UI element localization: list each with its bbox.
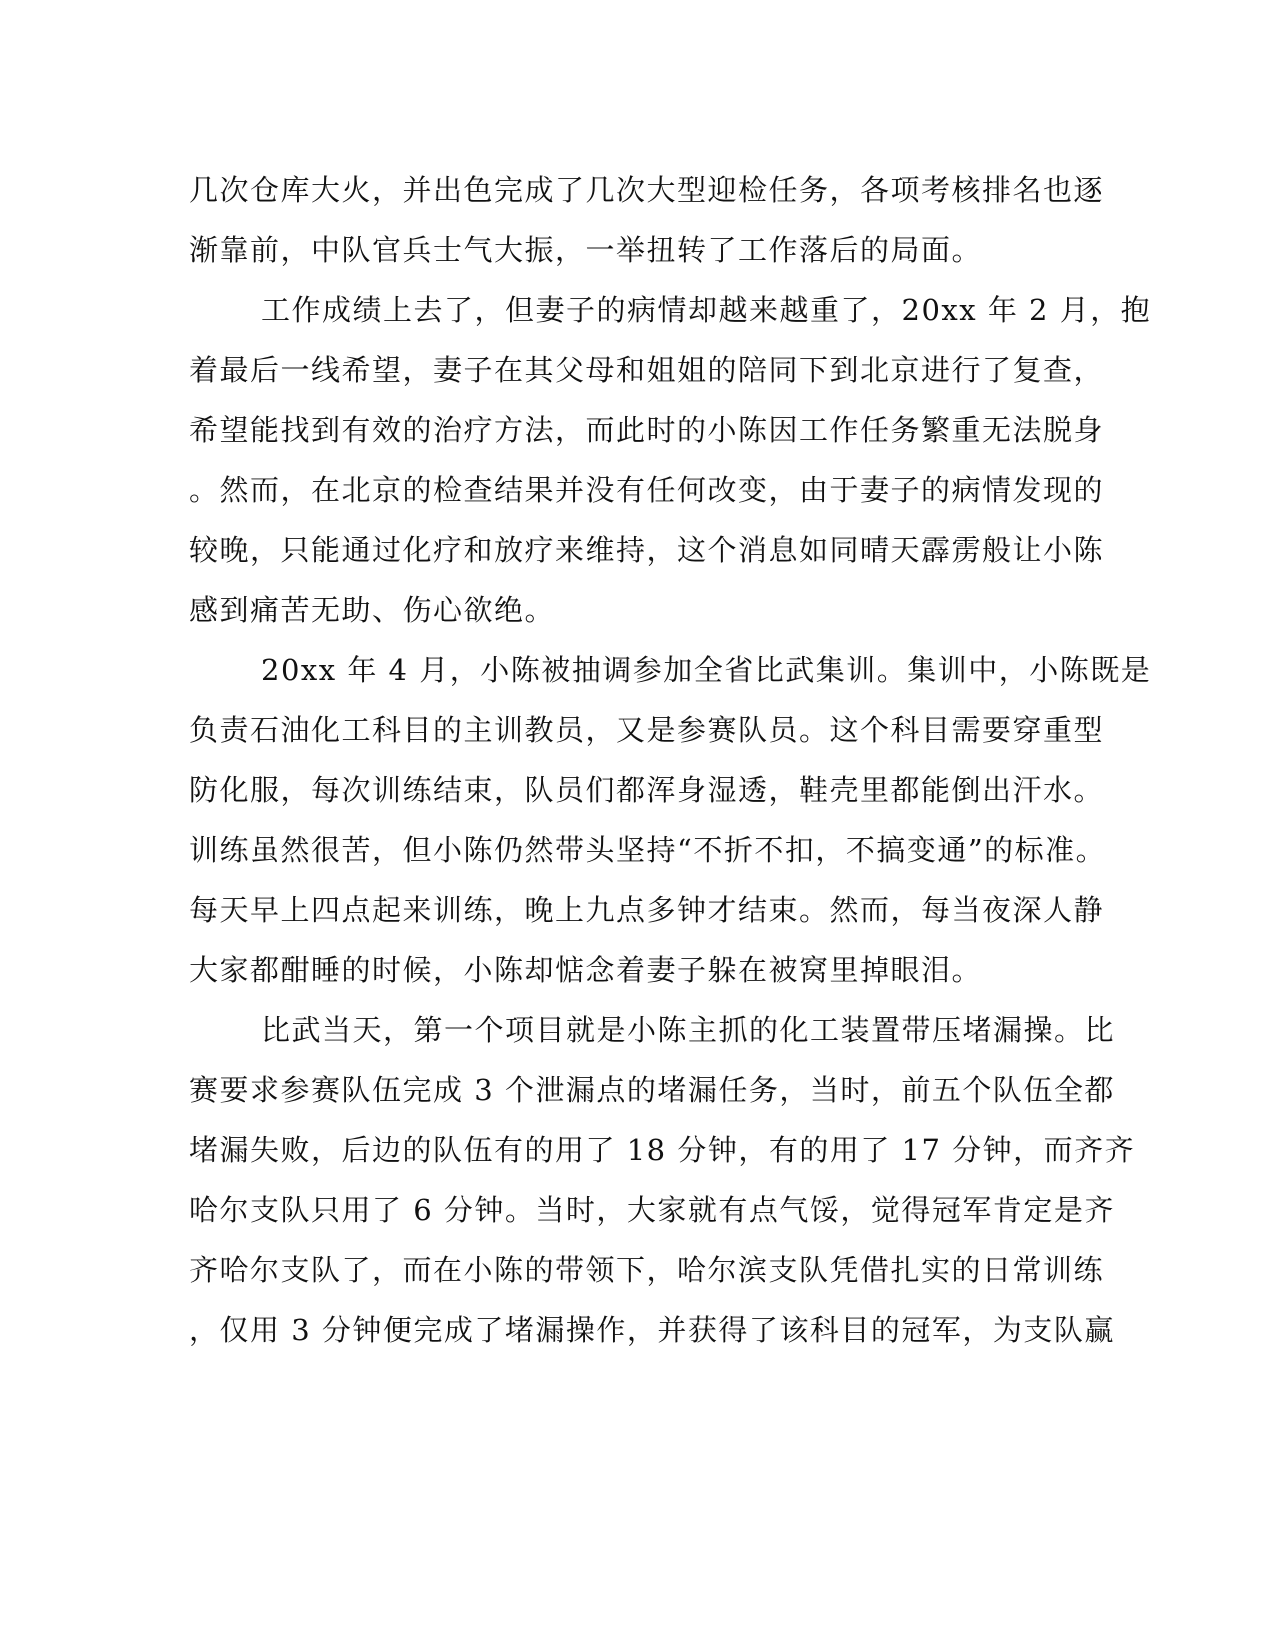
text-line: 希望能找到有效的治疗方法，而此时的小陈因工作任务繁重无法脱身 (189, 413, 1105, 447)
paragraph-start-line: 20xx 年 4 月，小陈被抽调参加全省比武集训。集训中，小陈既是 (261, 653, 1152, 687)
text-line: 感到痛苦无助、伤心欲绝。 (189, 593, 556, 627)
text-line: 赛要求参赛队伍完成 3 个泄漏点的堵漏任务，当时，前五个队伍全都 (189, 1073, 1115, 1107)
text-line: 防化服，每次训练结束，队员们都浑身湿透，鞋壳里都能倒出汗水。 (189, 773, 1105, 807)
text-line: ，仅用 3 分钟便完成了堵漏操作，并获得了该科目的冠军，为支队赢 (189, 1313, 1115, 1347)
text-line: 渐靠前，中队官兵士气大振，一举扭转了工作落后的局面。 (189, 233, 983, 267)
body-text (189, 160, 1152, 1360)
text-line: 哈尔支队只用了 6 分钟。当时，大家就有点气馁，觉得冠军肯定是齐 (189, 1193, 1115, 1227)
text-line: 齐哈尔支队了，而在小陈的带领下，哈尔滨支队凭借扎实的日常训练 (189, 1253, 1105, 1287)
text-line: 堵漏失败，后边的队伍有的用了 18 分钟，有的用了 17 分钟，而齐齐 (189, 1133, 1136, 1167)
text-line: 负责石油化工科目的主训教员，又是参赛队员。这个科目需要穿重型 (189, 713, 1105, 747)
text-line: 训练虽然很苦，但小陈仍然带头坚持“不折不扣，不搞变通”的标准。 (189, 833, 1107, 867)
text-line: 大家都酣睡的时候，小陈却惦念着妻子躲在被窝里掉眼泪。 (189, 953, 983, 987)
text-line: 着最后一线希望，妻子在其父母和姐姐的陪同下到北京进行了复查， (189, 353, 1105, 387)
paragraph-start-line: 工作成绩上去了，但妻子的病情却越来越重了，20xx 年 2 月，抱 (261, 293, 1152, 327)
paragraph-start-line: 比武当天，第一个项目就是小陈主抓的化工装置带压堵漏操。比 (261, 1013, 1116, 1047)
text-line: 。然而，在北京的检查结果并没有任何改变，由于妻子的病情发现的 (189, 473, 1105, 507)
text-line: 较晚，只能通过化疗和放疗来维持，这个消息如同晴天霹雳般让小陈 (189, 533, 1105, 567)
text-line: 几次仓库大火，并出色完成了几次大型迎检任务，各项考核排名也逐 (189, 173, 1105, 207)
text-line: 每天早上四点起来训练，晚上九点多钟才结束。然而，每当夜深人静 (189, 893, 1105, 927)
